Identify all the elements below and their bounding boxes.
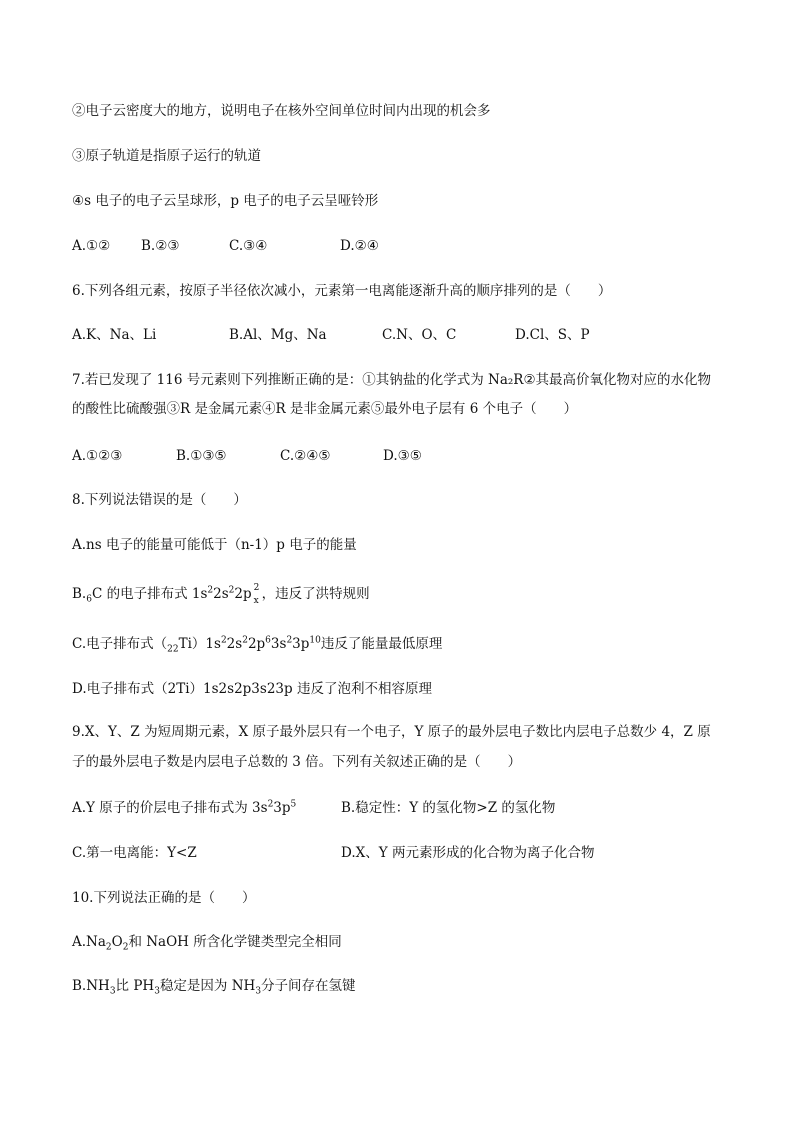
q8-option-c: C.电子排布式$(_{22}Ti)1s^22s^22p^63s^23p^{10}$违反了能量最低原理 — [72, 635, 443, 655]
q9-option-c: C.第一电离能：Y<Z — [72, 845, 197, 861]
q10-option-b: $B.NH_3$比 $PH_3$稳定是因为 $NH_3$分子间存在氢键 — [72, 978, 356, 997]
statement-3: ③原子轨道是指原子运行的轨道 — [72, 148, 261, 164]
q9-option-b: B.稳定性：Y 的氢化物>Z 的氢化物 — [341, 800, 556, 816]
q8-option-b: $B._6C$ 的电子排布式 $1s^22s^22p$ 2 x ，违反了洪特规则 — [72, 583, 370, 606]
question-7-line-1: 7.若已发现了 116 号元素则下列推断正确的是：①其钠盐的化学式为 Na₂R②其最高价氧化物对应的水化物 — [72, 372, 712, 388]
q5-option-d: D.②④ — [340, 238, 379, 254]
q9-option-d: D.X、Y 两元素形成的化合物为离子化合物 — [341, 845, 595, 861]
q8-option-d: D.电子排布式（2Ti）1s2s2p3s23p 违反了泡利不相容原理 — [72, 681, 432, 697]
q7-option-b: B.①③⑤ — [176, 448, 227, 464]
q5-option-c: C.③④ — [229, 238, 268, 254]
question-8: 8.下列说法错误的是（ ） — [72, 492, 247, 508]
q9-option-a: A.Y 原子的价层电子排布式为 $3s^23p^5$ — [72, 799, 297, 816]
question-9-line-1: 9.X、Y、Z 为短周期元素，X 原子最外层只有一个电子，Y 原子的最外层电子数比内层电子总数少 4，Z 原 — [72, 724, 711, 740]
q6-option-c: C.N、O、C — [382, 327, 457, 343]
q5-option-b: B.②③ — [141, 238, 180, 254]
question-10: 10.下列说法正确的是（ ） — [72, 890, 256, 906]
question-6: 6.下列各组元素，按原子半径依次减小，元素第一电离能逐渐升高的顺序排列的是（ ） — [72, 283, 612, 299]
statement-2: ②电子云密度大的地方，说明电子在核外空间单位时间内出现的机会多 — [72, 103, 491, 119]
q6-option-d: D.Cl、S、P — [515, 327, 590, 343]
q7-option-a: A.①②③ — [72, 448, 123, 464]
q7-option-d: D.③⑤ — [383, 448, 422, 464]
q6-option-b: B.Al、Mg、Na — [229, 327, 327, 343]
q6-option-a: A.K、Na、Li — [72, 327, 157, 343]
q5-option-a: A.①② — [72, 238, 111, 254]
question-9-line-2: 子的最外层电子数是内层电子总数的 3 倍。下列有关叙述正确的是（ ） — [72, 754, 522, 770]
question-7-line-2: 的酸性比硫酸强③R 是金属元素④R 是非金属元素⑤最外电子层有 6 个电子（ ） — [72, 401, 578, 417]
q7-option-c: C.②④⑤ — [280, 448, 331, 464]
statement-4: ④s 电子的电子云呈球形，p 电子的电子云呈哑铃形 — [72, 193, 379, 209]
q10-option-a: $A.Na_2O_2$和 NaOH 所含化学键类型完全相同 — [72, 934, 342, 953]
q8-option-a: A.ns 电子的能量可能低于（n-1）p 电子的能量 — [72, 537, 357, 553]
